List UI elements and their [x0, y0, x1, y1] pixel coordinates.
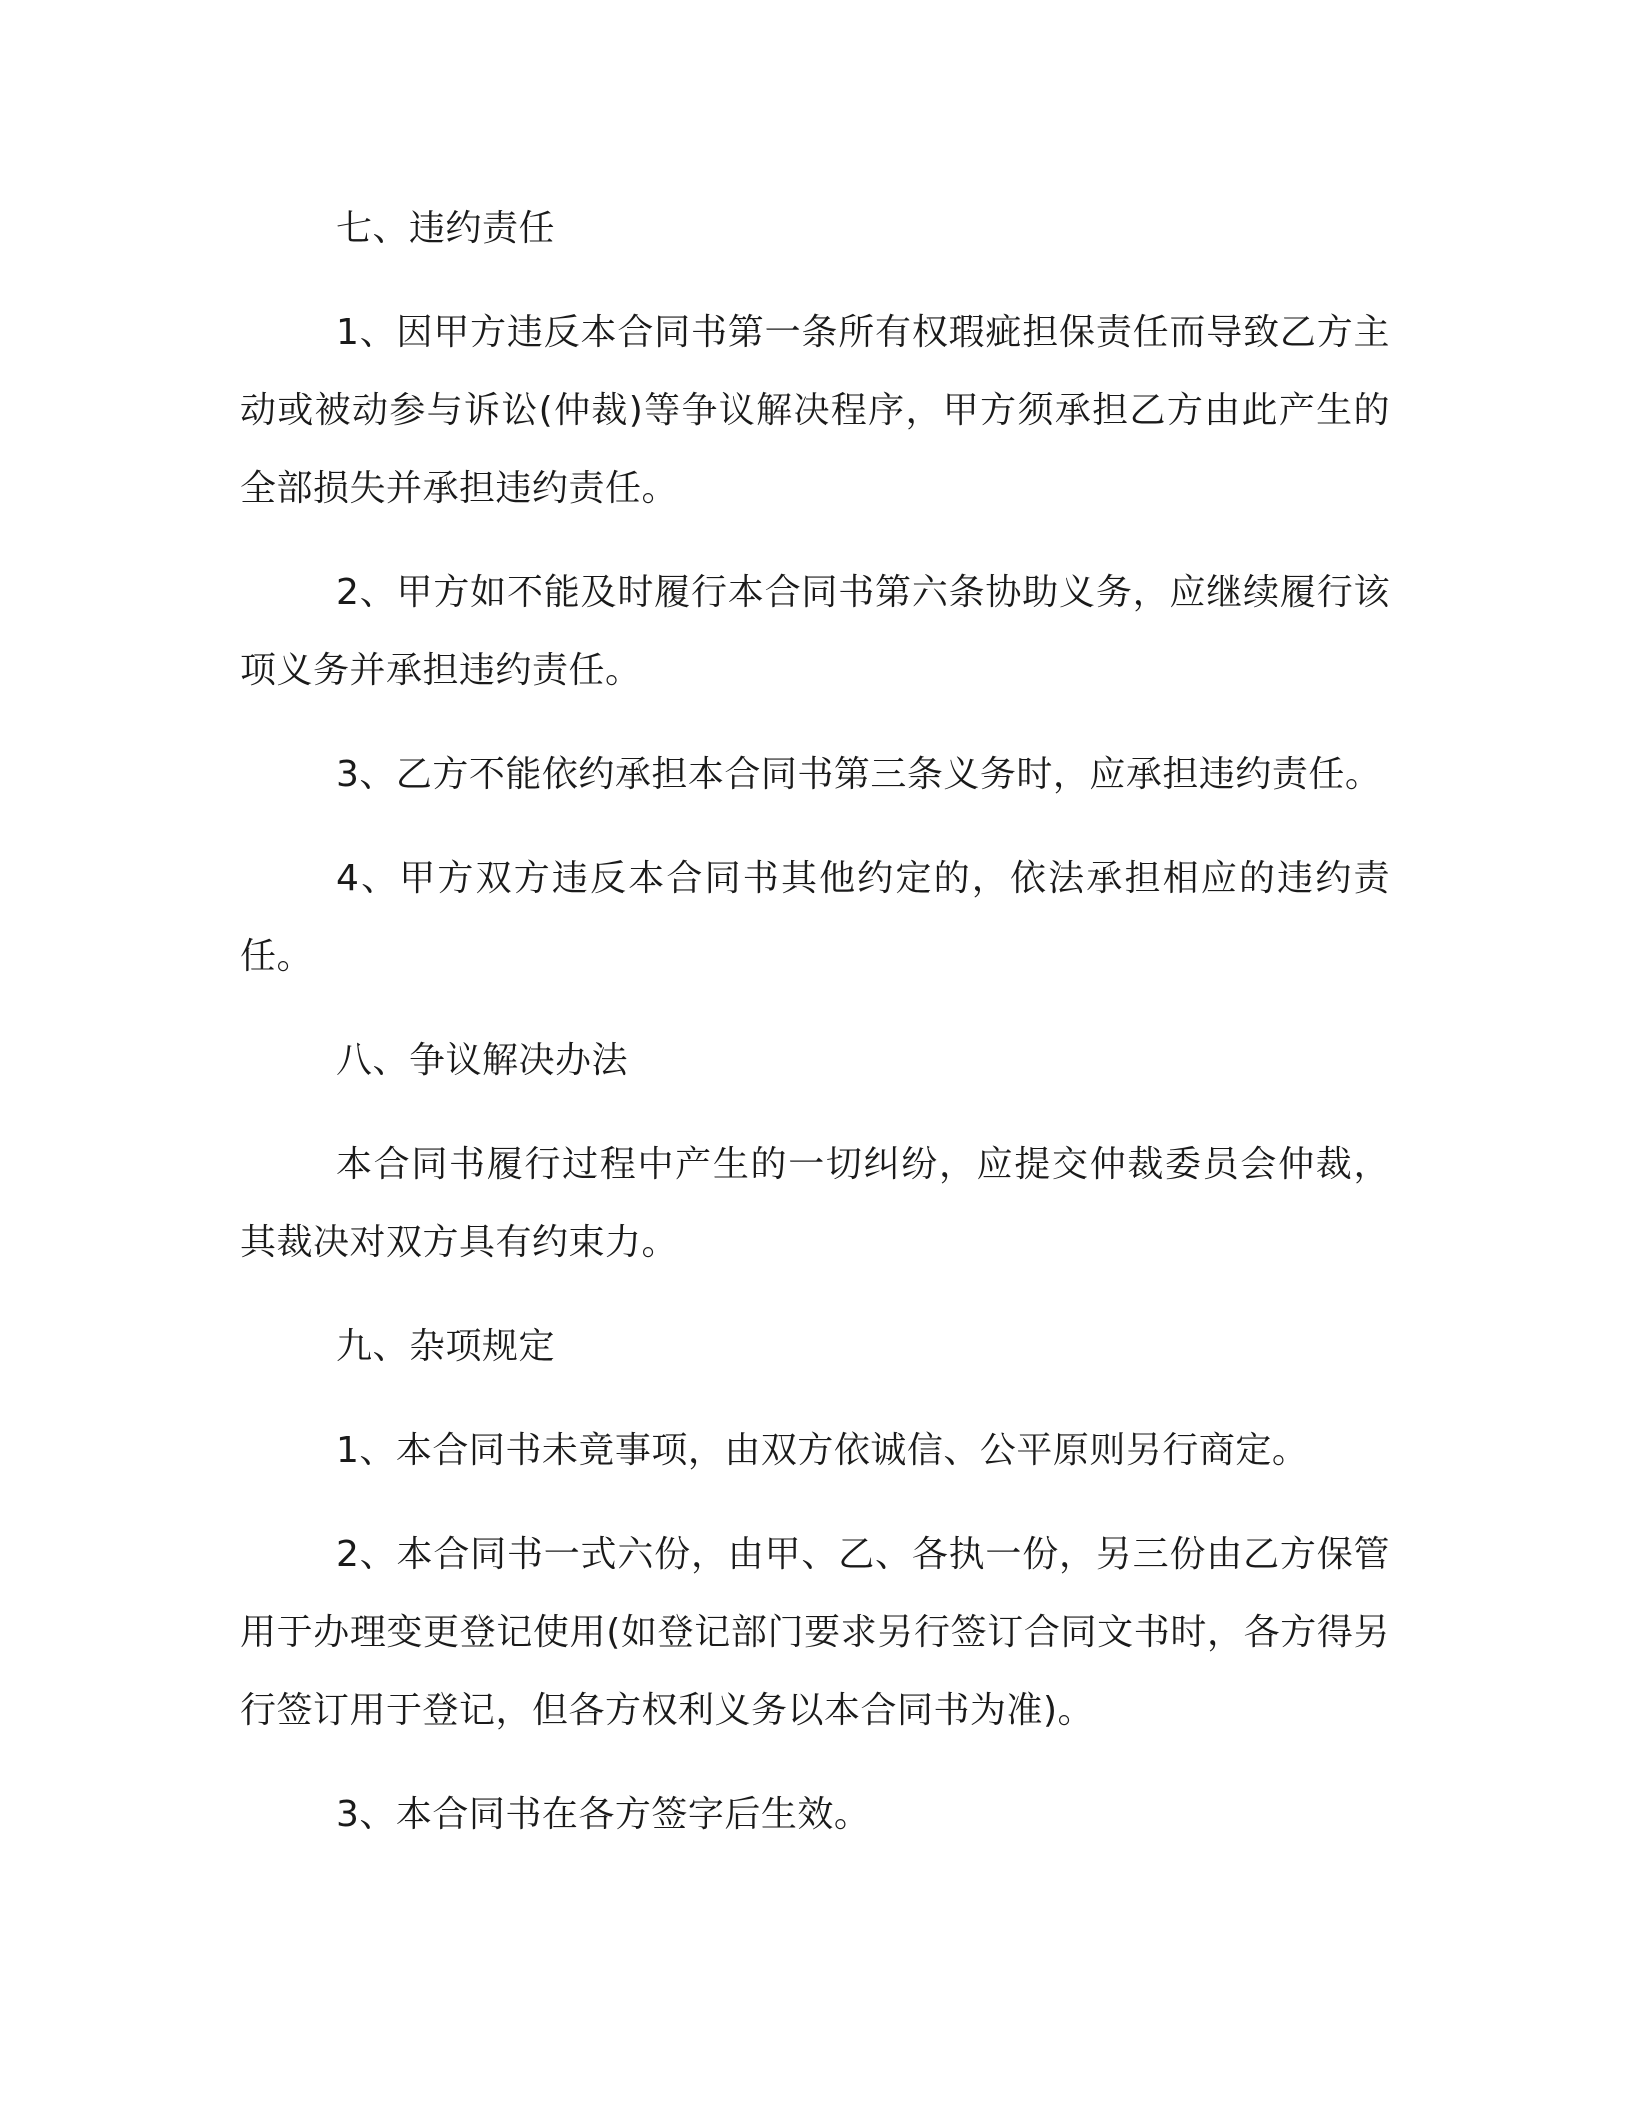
document-body	[240, 190, 1390, 1880]
section-heading-dispute-resolution: 八、争议解决办法	[336, 1040, 629, 1081]
clause-8-body: 本合同书履行过程中产生的一切纠纷，应提交仲裁委员会仲裁，其裁决对双方具有约束力。	[240, 1144, 1390, 1263]
section-heading-miscellaneous: 九、杂项规定	[336, 1326, 556, 1367]
clause-9-2: 2、本合同书一式六份，由甲、乙、各执一份，另三份由乙方保管用于办理变更登记使用(如登记部门要求另行签订合同文书时，各方得另行签订用于登记，但各方权利义务以本合同书为准)。	[240, 1534, 1390, 1731]
clause-7-2: 2、甲方如不能及时履行本合同书第六条协助义务，应继续履行该项义务并承担违约责任。	[240, 572, 1390, 691]
clause-7-4: 4、甲方双方违反本合同书其他约定的，依法承担相应的违约责任。	[240, 858, 1390, 977]
clause-9-3: 3、本合同书在各方签字后生效。	[336, 1794, 871, 1835]
clause-7-1: 1、因甲方违反本合同书第一条所有权瑕疵担保责任而导致乙方主动或被动参与诉讼(仲裁)等争议解决程序，甲方须承担乙方由此产生的全部损失并承担违约责任。	[240, 312, 1390, 509]
clause-7-3: 3、乙方不能依约承担本合同书第三条义务时，应承担违约责任。	[336, 754, 1382, 795]
clause-9-1: 1、本合同书未竟事项，由双方依诚信、公平原则另行商定。	[336, 1430, 1309, 1471]
section-heading-breach-liability: 七、违约责任	[336, 208, 556, 249]
